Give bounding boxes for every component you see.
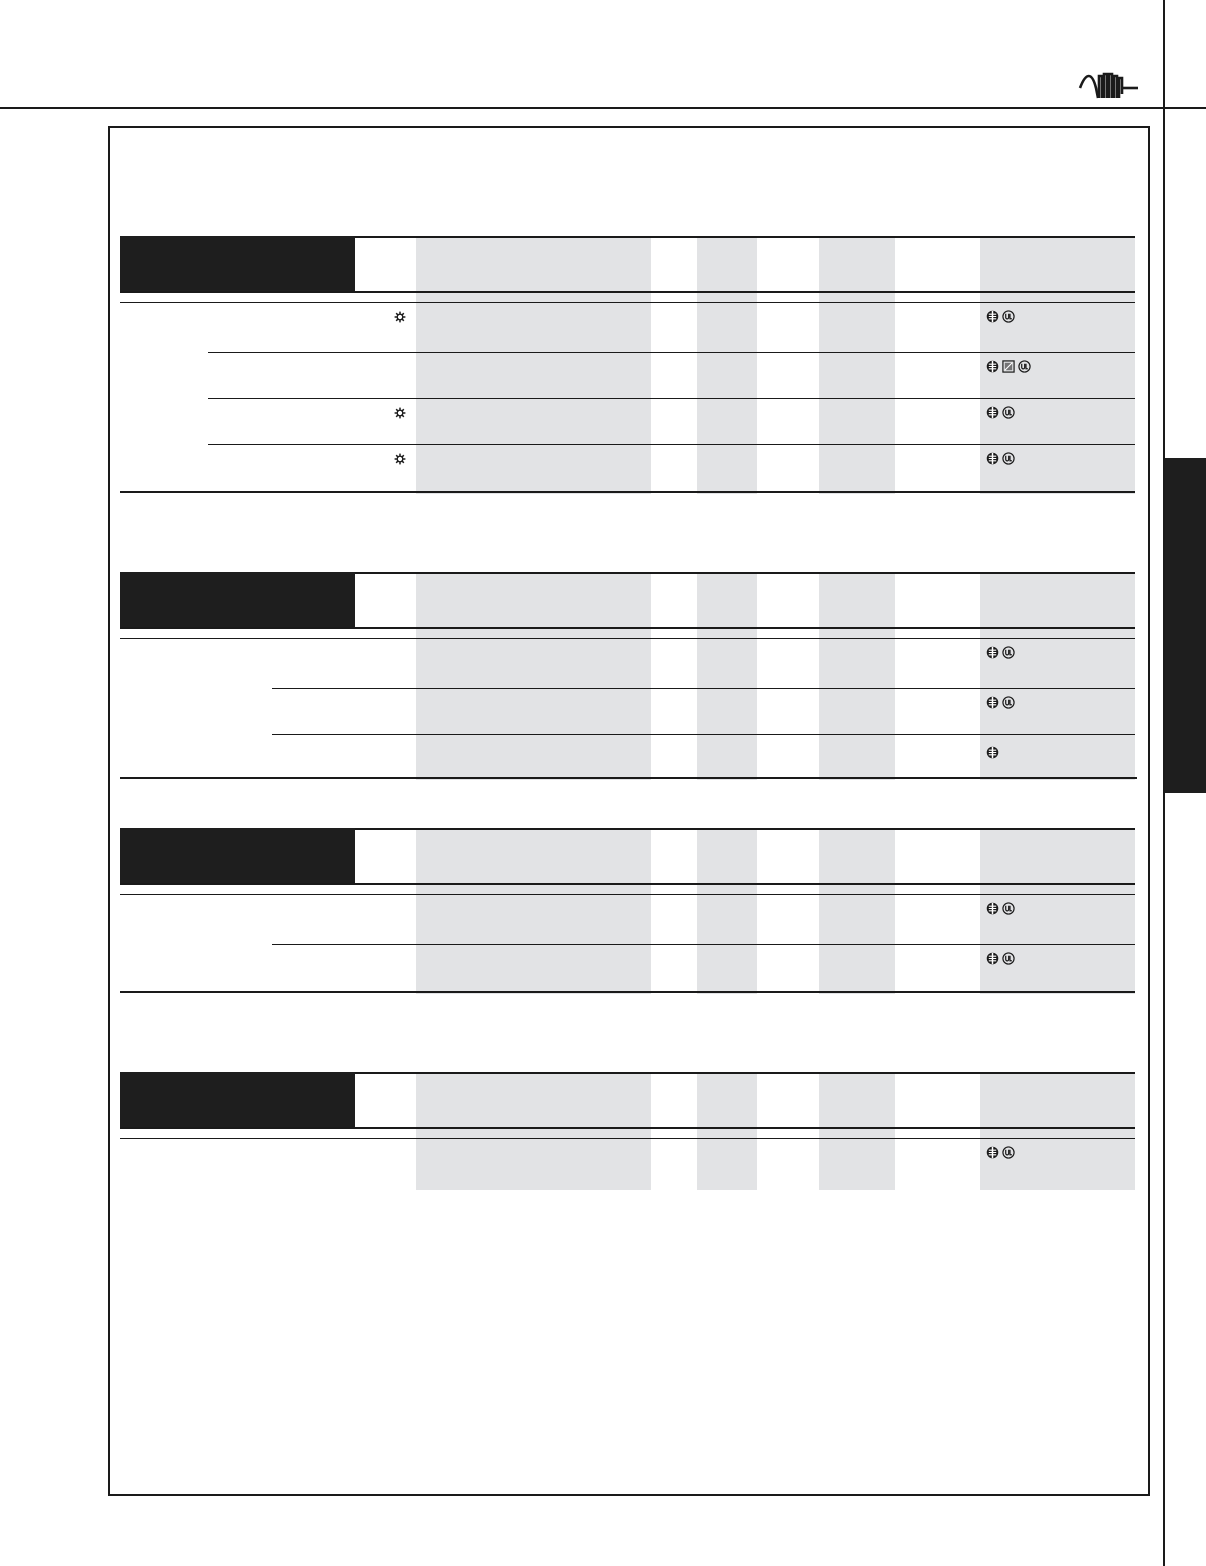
spec-table-2 [120,572,1137,780]
row-divider [272,944,1135,945]
body-top-rule [120,302,1135,303]
sun-icon [394,453,406,465]
certification-marks [986,360,1031,373]
csa-icon [986,696,999,709]
row-divider [208,444,1135,445]
column-band-1 [416,828,651,994]
csa-icon [986,902,999,915]
table-bottom-rule [120,777,1137,779]
body-top-rule [120,638,1135,639]
header-bottom-rule [120,291,1135,293]
ul-icon [1002,406,1015,419]
certification-marks [986,902,1015,915]
coil-wave-icon [1078,64,1144,102]
row-divider [272,734,1135,735]
ul-icon [1002,646,1015,659]
column-band-2 [697,572,757,780]
certification-marks [986,406,1015,419]
spec-table-4 [120,1072,1137,1190]
header-top-rule [355,1072,1135,1074]
column-band-1 [416,572,651,780]
ul-icon [1018,360,1031,373]
ul-icon [1002,452,1015,465]
header-top-rule [355,572,1135,574]
column-band-3 [819,828,895,994]
certification-marks [986,696,1015,709]
header-top-rule [355,236,1135,238]
column-band-4 [980,1072,1135,1190]
certification-marks [986,646,1015,659]
csa-icon [986,746,999,759]
sun-icon [394,311,406,323]
certification-marks [986,310,1015,323]
certification-marks [986,952,1015,965]
column-band-2 [697,828,757,994]
body-top-rule [120,1138,1135,1139]
header-bottom-rule [120,627,1135,629]
spec-table-3 [120,828,1137,994]
table-header-block [120,572,355,628]
table-header-block [120,828,355,884]
csa-icon [986,646,999,659]
table-bottom-rule [120,491,1135,493]
header-rule [0,107,1206,109]
column-band-3 [819,236,895,494]
ul-icon [1002,1146,1015,1159]
csa-icon [986,1146,999,1159]
body-top-rule [120,894,1135,895]
nom-icon [1002,360,1015,373]
row-divider [208,398,1135,399]
column-band-1 [416,236,651,494]
certification-marks [986,746,999,759]
csa-icon [986,360,999,373]
column-band-2 [697,236,757,494]
header-top-rule [355,828,1135,830]
column-band-2 [697,1072,757,1190]
certification-marks [986,1146,1015,1159]
csa-icon [986,406,999,419]
row-divider [208,352,1135,353]
csa-icon [986,310,999,323]
csa-icon [986,452,999,465]
spec-table-1 [120,236,1137,494]
column-band-3 [819,1072,895,1190]
ul-icon [1002,310,1015,323]
table-bottom-rule [120,991,1135,993]
table-header-block [120,236,355,292]
header-bottom-rule [120,883,1135,885]
column-band-1 [416,1072,651,1190]
ul-icon [1002,952,1015,965]
table-header-block [120,1072,355,1128]
column-band-4 [980,572,1135,780]
ul-icon [1002,696,1015,709]
row-divider [272,688,1135,689]
certification-marks [986,452,1015,465]
csa-icon [986,952,999,965]
side-section-tab [1165,458,1206,793]
sun-icon [394,407,406,419]
ul-icon [1002,902,1015,915]
column-band-3 [819,572,895,780]
header-bottom-rule [120,1127,1135,1129]
